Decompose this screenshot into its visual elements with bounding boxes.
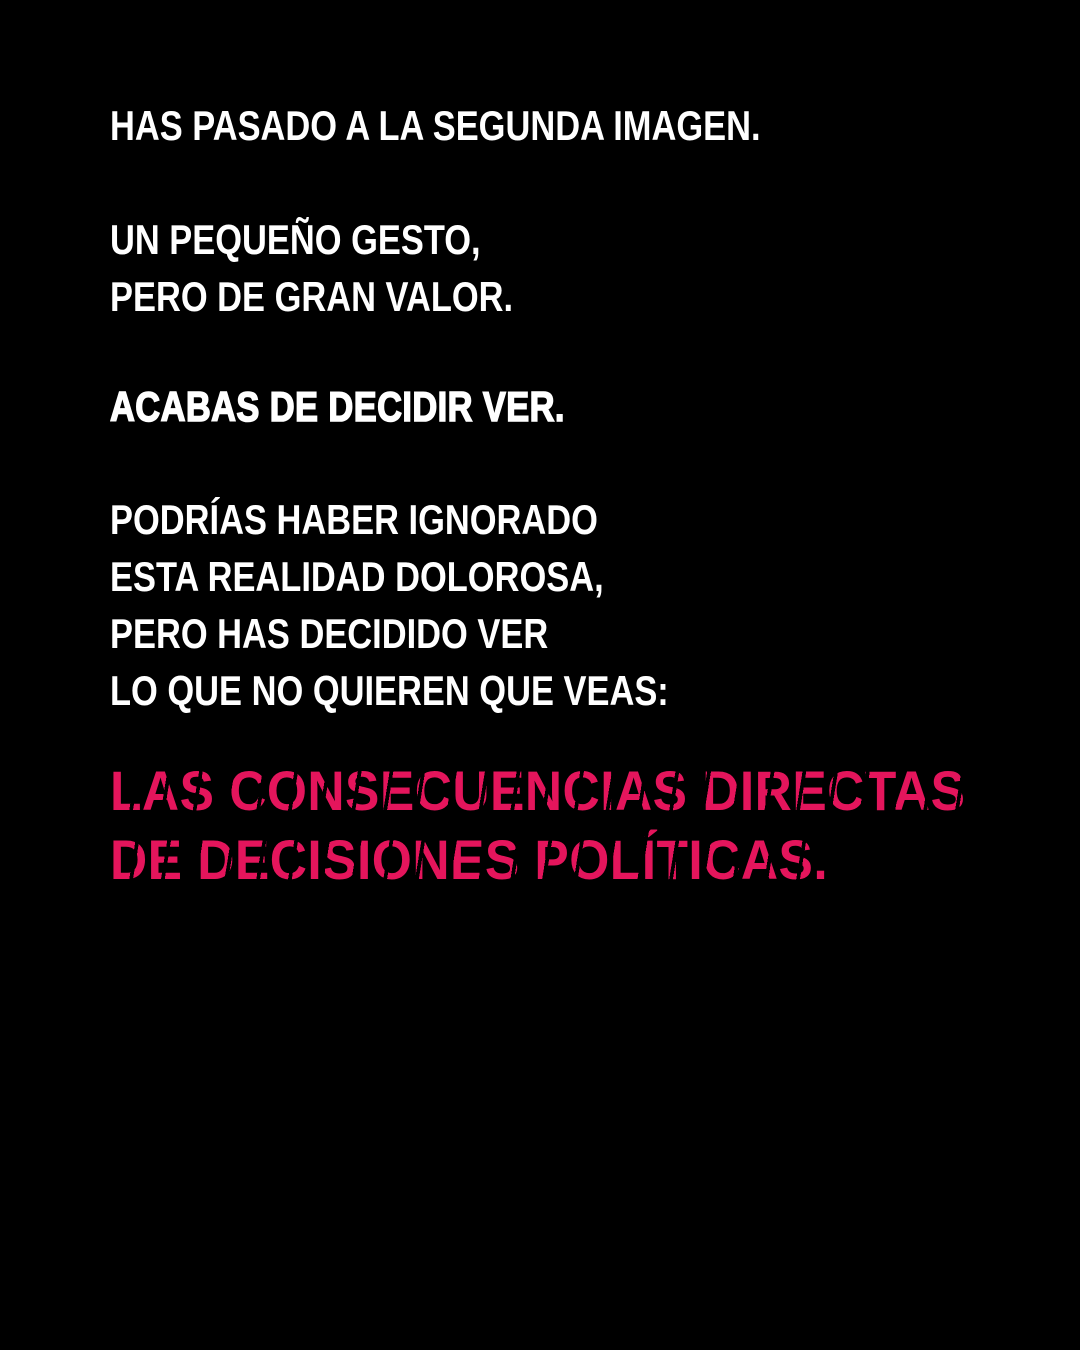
gesture-line-1: UN PEQUEÑO GESTO, (110, 216, 481, 263)
body-line-4: LO QUE NO QUIEREN QUE VEAS: (110, 667, 669, 714)
body-line-1: PODRÍAS HABER IGNORADO (110, 496, 598, 543)
body-line-3: PERO HAS DECIDIDO VER (110, 610, 549, 657)
headline-line-2: DE DECISIONES POLÍTICAS. (110, 825, 965, 894)
decision-block (110, 378, 565, 435)
intro-block (110, 97, 761, 154)
intro-line: HAS PASADO A LA SEGUNDA IMAGEN. (110, 102, 761, 149)
body-block (110, 491, 669, 719)
decision-line: ACABAS DE DECIDIR VER. (110, 383, 565, 430)
headline-line-1: LAS CONSECUENCIAS DIRECTAS (110, 756, 965, 825)
headline-block (110, 756, 965, 894)
body-line-2: ESTA REALIDAD DOLOROSA, (110, 553, 604, 600)
gesture-block (110, 211, 513, 325)
gesture-line-2: PERO DE GRAN VALOR. (110, 273, 514, 320)
